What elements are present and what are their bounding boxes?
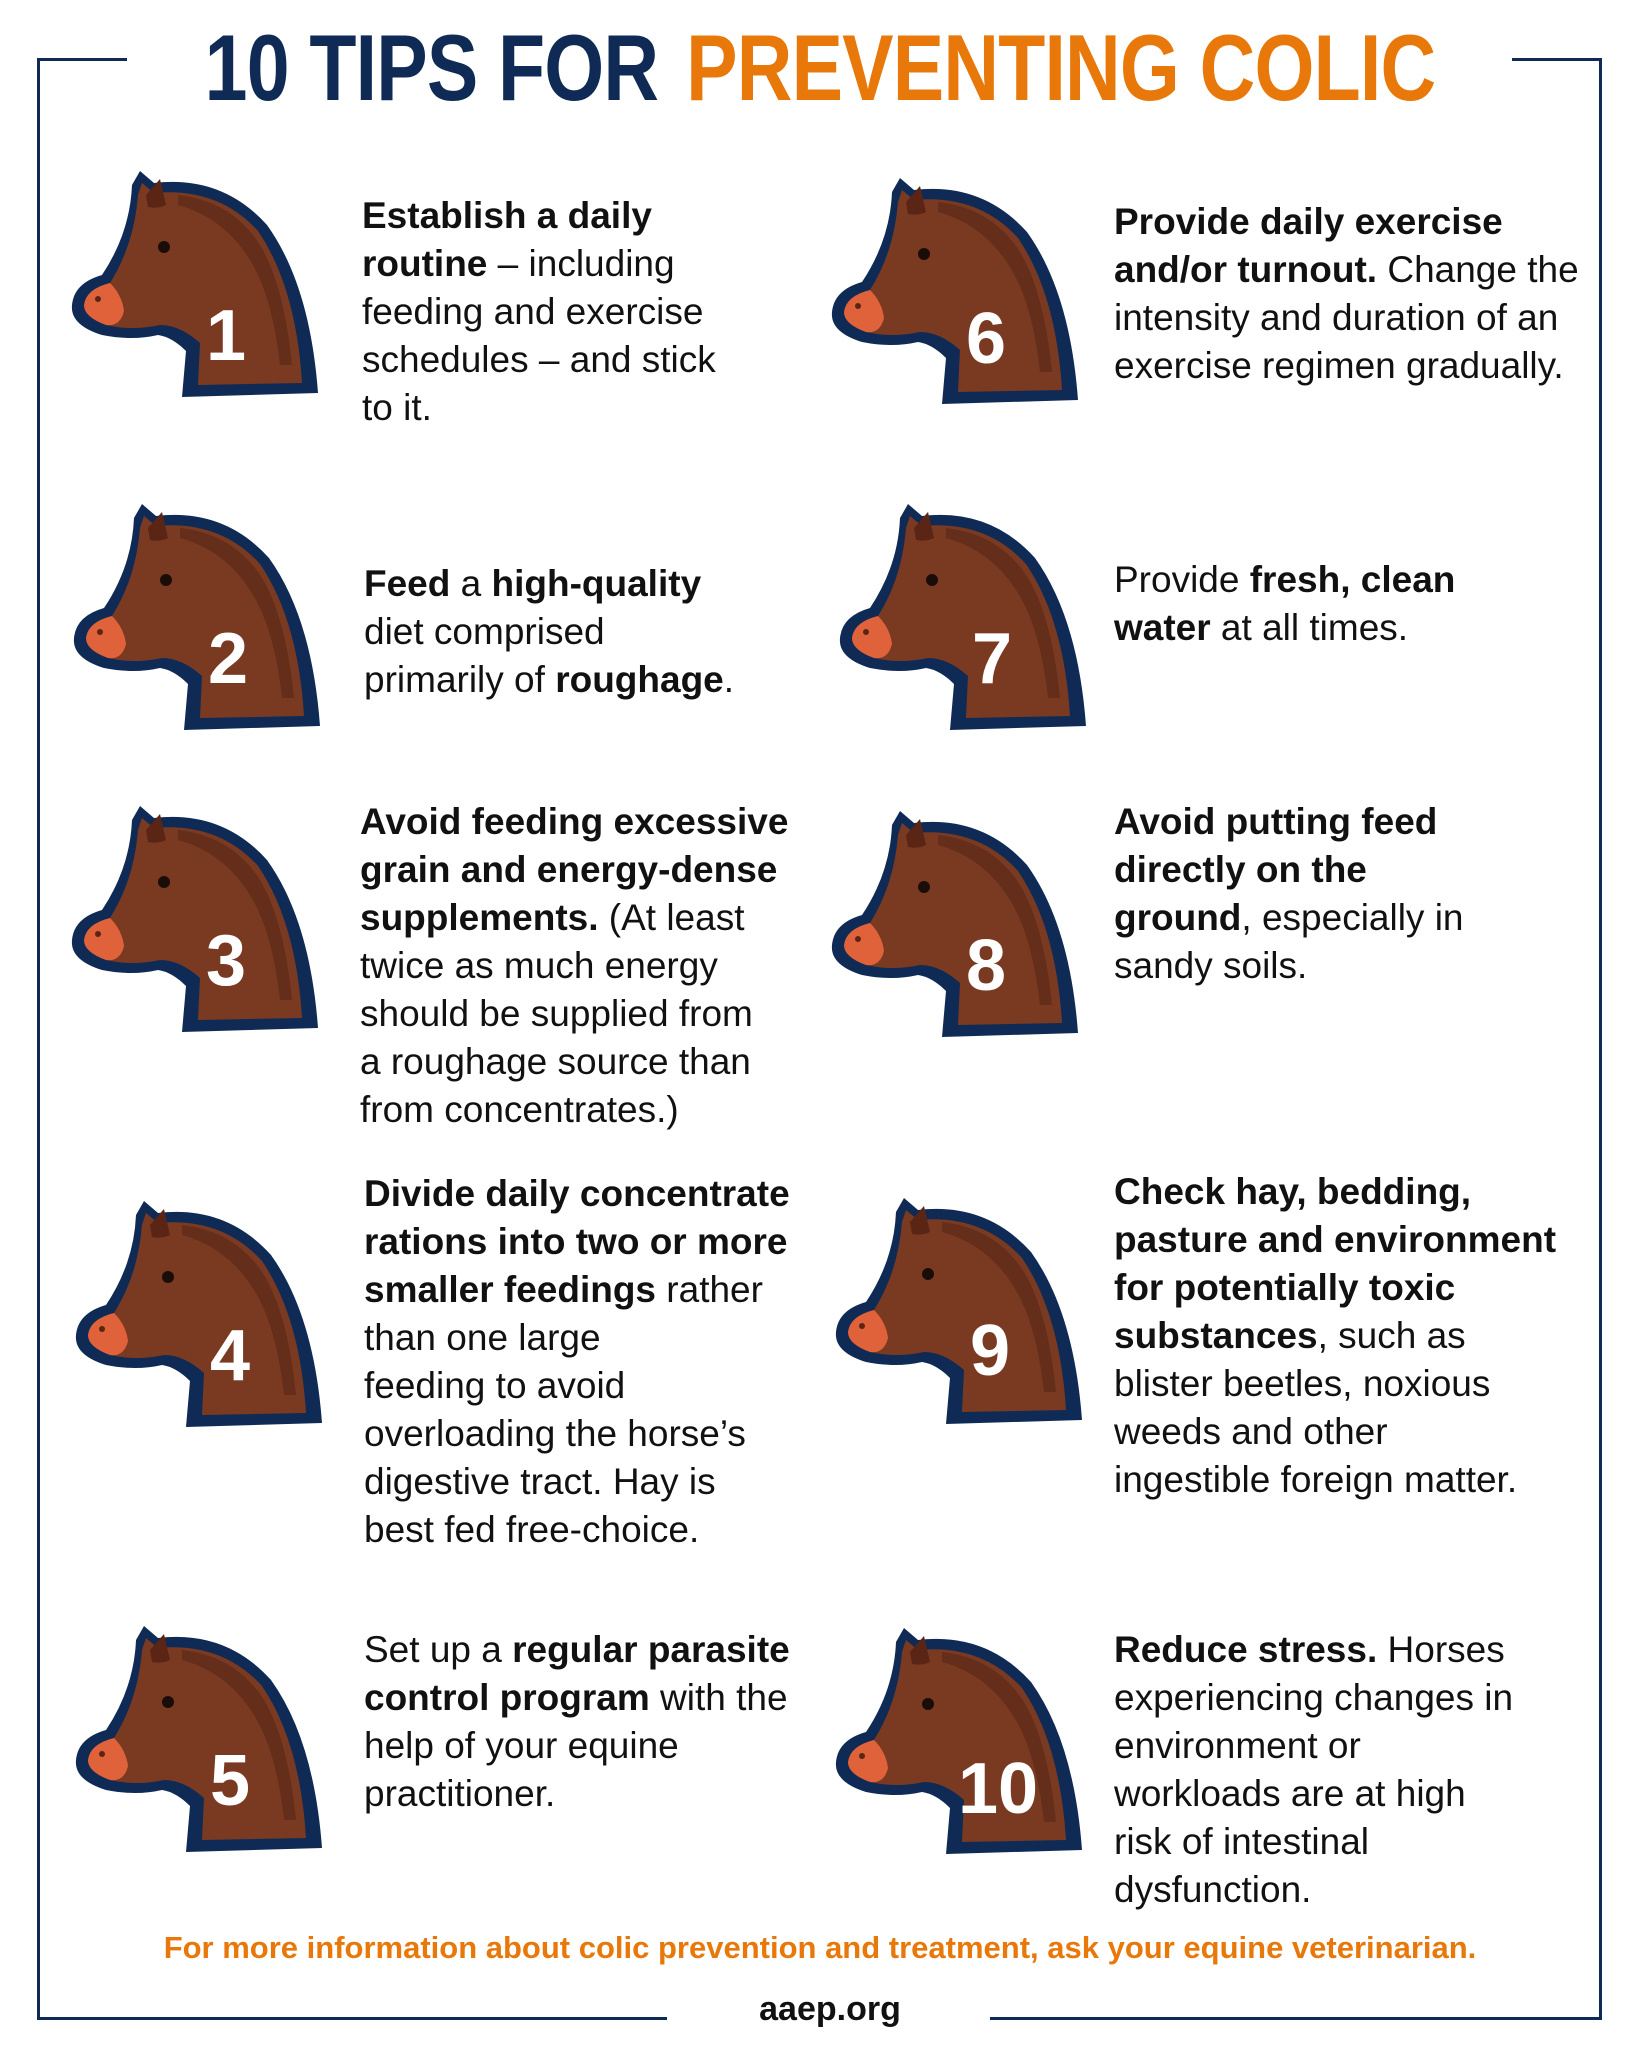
tip-7-text-1: Provide [1114, 559, 1250, 600]
tip-5-bold-2: control program [364, 1677, 650, 1718]
tip-3-text [360, 798, 788, 1134]
tip-2-line-3-end: . [723, 659, 735, 700]
tip-4-line-7: digestive tract. Hay is [364, 1461, 716, 1502]
tip-9-line-7: ingestible foreign matter. [1114, 1459, 1518, 1500]
tip-5-bold-1: regular parasite [512, 1629, 790, 1670]
tip-3-bold-3: supplements. [360, 897, 599, 938]
tip-9-bold-1: Check hay, bedding, [1114, 1171, 1472, 1212]
tip-3-text-3: (At least [598, 897, 745, 938]
tip-1-text [362, 192, 716, 432]
tip-3-line-4: twice as much energy [360, 945, 718, 986]
tip-6-line-3: intensity and duration of an [1114, 297, 1559, 338]
tip-9-bold-3: for potentially toxic [1114, 1267, 1456, 1308]
footer-url[interactable]: aaep.org [759, 1990, 901, 2028]
tip-1-line-2: feeding and exercise [362, 291, 704, 332]
tip-9-line-5: blister beetles, noxious [1114, 1363, 1491, 1404]
tip-number: 1 [205, 296, 247, 376]
tip-3-line-6: a roughage source than [360, 1041, 751, 1082]
title-part-1: 10 TIPS FOR [204, 15, 659, 120]
tip-5-text [364, 1626, 790, 1818]
tip-10-text [1114, 1626, 1513, 1914]
tip-10-line-2: experiencing changes in [1114, 1677, 1514, 1718]
tip-1-bold-2: routine [362, 243, 488, 284]
tip-6-text [1114, 198, 1579, 390]
tip-number: 10 [957, 1749, 1039, 1829]
tip-5-text-1: Set up a [364, 1629, 513, 1670]
tip-6-line-4: exercise regimen gradually. [1114, 345, 1564, 386]
tip-2-text [364, 560, 734, 704]
frame-rule-top-right [1512, 58, 1602, 61]
tip-2-text-1: a [450, 563, 492, 604]
tip-4-bold-2: rations into two or more [364, 1221, 788, 1262]
tip-8-text [1114, 798, 1464, 990]
tip-6-bold-2: and/or turnout. [1114, 249, 1378, 290]
frame-rule-bottom-right [990, 2017, 1602, 2020]
tip-10-text-1: Horses [1377, 1629, 1505, 1670]
title-part-2: PREVENTING COLIC [686, 15, 1436, 120]
tip-4-line-6: overloading the horse’s [364, 1413, 746, 1454]
tip-4-text [364, 1170, 790, 1554]
tip-4-line-4: than one large [364, 1317, 601, 1358]
tip-4-bold-1: Divide daily concentrate [364, 1173, 790, 1214]
footer-note: For more information about colic prevention and treatment, ask your equine veterinarian. [163, 1930, 1477, 1965]
tip-number: 6 [965, 299, 1007, 379]
tip-7-bold-2: water [1114, 607, 1211, 648]
tip-1-bold: Establish a daily [362, 195, 652, 236]
tip-number: 9 [969, 1311, 1011, 1391]
tip-4-line-8: best fed free-choice. [364, 1509, 700, 1550]
tip-2-bold-1: Feed [364, 563, 451, 604]
tip-1-line-4: to it. [362, 387, 432, 428]
tip-number: 8 [965, 926, 1007, 1006]
tip-10-line-6: dysfunction. [1114, 1869, 1312, 1910]
tip-10-line-5: risk of intestinal [1114, 1821, 1369, 1862]
tip-2-bold-3: roughage [555, 659, 724, 700]
tip-6-bold-1: Provide daily exercise [1114, 201, 1503, 242]
tip-3-bold-1: Avoid feeding excessive [360, 801, 789, 842]
tip-number: 4 [209, 1316, 251, 1396]
tip-4-text-3: rather [656, 1269, 763, 1310]
tip-10-line-4: workloads are at high [1114, 1773, 1466, 1814]
tip-10-line-3: environment or [1114, 1725, 1361, 1766]
tip-8-bold-3: ground [1114, 897, 1242, 938]
tip-number: 3 [205, 921, 247, 1001]
tip-6-text-2: Change the [1377, 249, 1579, 290]
tip-5-text-2: with the [649, 1677, 788, 1718]
tip-5-line-4: practitioner. [364, 1773, 556, 1814]
tip-1-text-1: – including [487, 243, 675, 284]
tip-8-bold-2: directly on the [1114, 849, 1367, 890]
tip-9-text [1114, 1168, 1556, 1504]
tip-10-bold-1: Reduce stress. [1114, 1629, 1378, 1670]
tip-2-line-3: primarily of [364, 659, 556, 700]
tip-7-text-2: at all times. [1210, 607, 1409, 648]
tip-4-line-5: feeding to avoid [364, 1365, 626, 1406]
tip-3-line-5: should be supplied from [360, 993, 753, 1034]
tip-9-line-6: weeds and other [1114, 1411, 1388, 1452]
tip-7-bold-1: fresh, clean [1249, 559, 1456, 600]
tip-9-bold-2: pasture and environment [1114, 1219, 1557, 1260]
frame-rule-top-left [37, 58, 127, 61]
tip-1-line-3: schedules – and stick [362, 339, 716, 380]
tip-2-bold-2: high-quality [491, 563, 702, 604]
tip-8-text-3: , especially in [1241, 897, 1464, 938]
tip-2-line-2: diet comprised [364, 611, 605, 652]
tip-7-text [1114, 556, 1455, 652]
tip-8-line-4: sandy soils. [1114, 945, 1308, 986]
tip-number: 7 [971, 619, 1013, 699]
tip-number: 2 [207, 619, 249, 699]
tip-8-bold-1: Avoid putting feed [1114, 801, 1438, 842]
tip-number: 5 [209, 1741, 251, 1821]
tip-3-bold-2: grain and energy-dense [360, 849, 778, 890]
tip-3-line-7: from concentrates.) [360, 1089, 679, 1130]
frame-rule-bottom-left [37, 2017, 667, 2020]
page-title [204, 15, 1436, 120]
tip-9-bold-4: substances [1114, 1315, 1318, 1356]
tip-9-text-4: , such as [1317, 1315, 1466, 1356]
tip-5-line-3: help of your equine [364, 1725, 679, 1766]
tip-4-bold-3: smaller feedings [364, 1269, 657, 1310]
